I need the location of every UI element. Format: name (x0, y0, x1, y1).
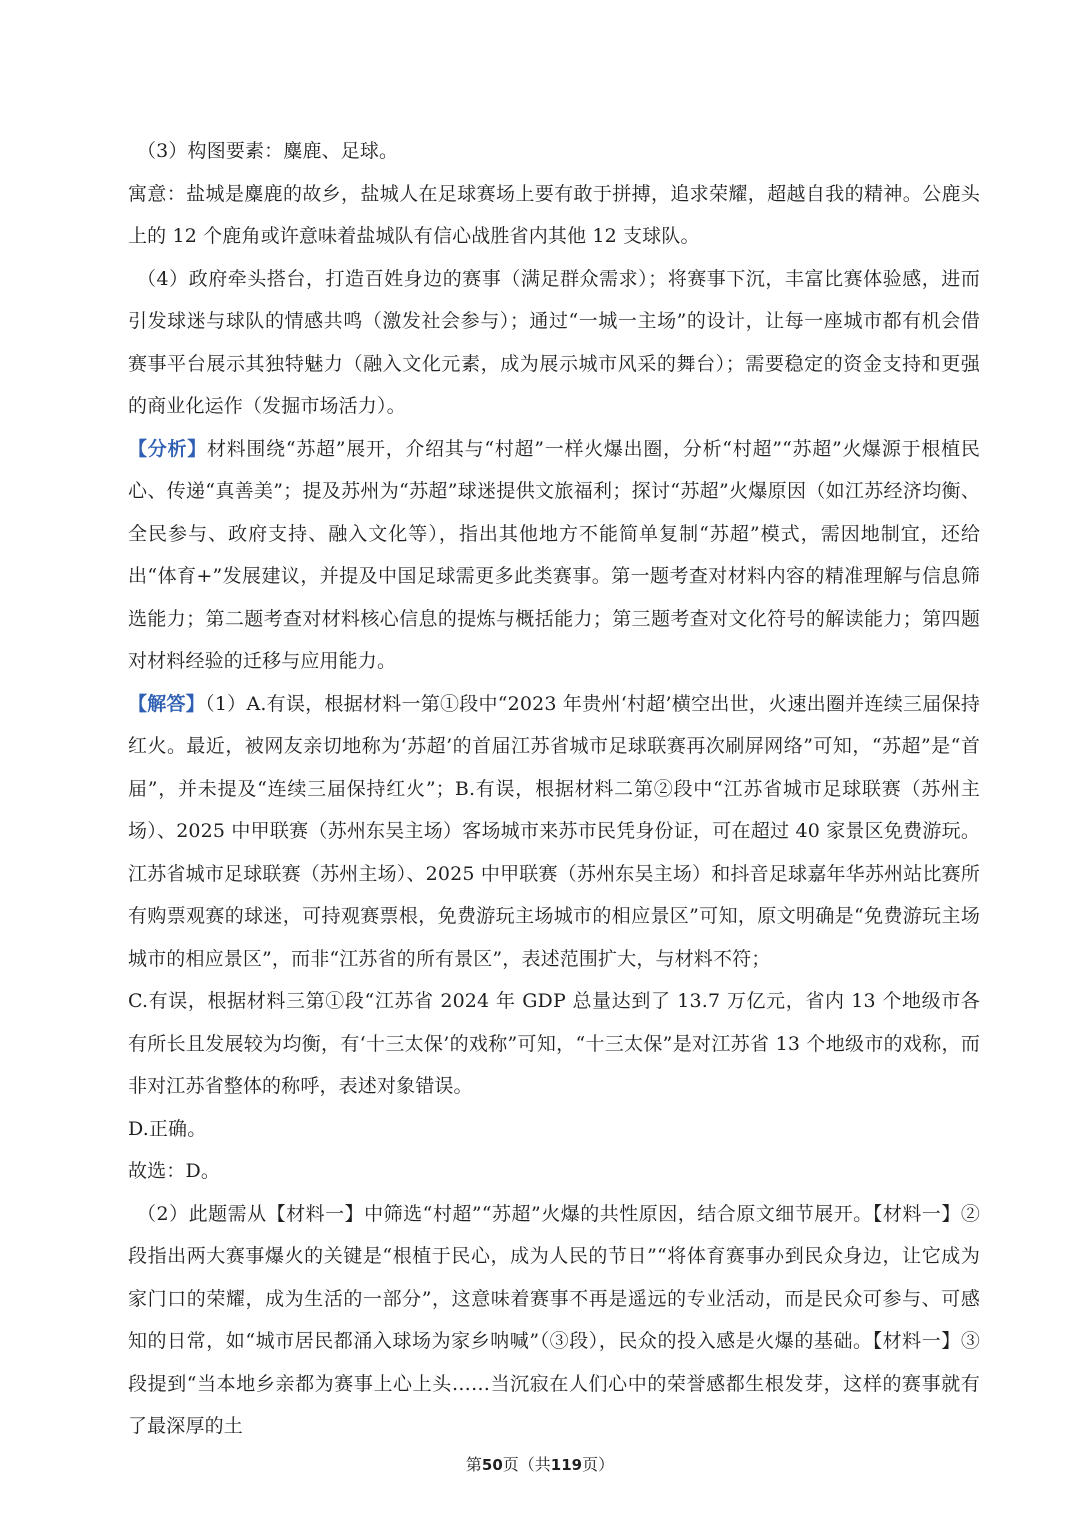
paragraph-q3-meaning: 寓意：盐城是麋鹿的故乡，盐城人在足球赛场上要有敢于拼搏，追求荣耀，超越自我的精神。公鹿头上的 12 个鹿角或许意味着盐城队有信心战胜省内其他 12 支球队。 (128, 182, 980, 247)
paragraph-q3-elements: （3）构图要素：麋鹿、足球。 (137, 140, 399, 162)
paragraph-q2-answer: （2）此题需从【材料一】中筛选“村超”“苏超”火爆的共性原因，结合原文细节展开。【材料一】②段指出两大赛事爆火的关键是“根植于民心，成为人民的节日”“将体育赛事办到民众身边，让它成为家门口的荣耀，成为生活的一部分”，这意味着赛事不再是遥远的专业活动，而是民众可参与、可感知的日常，如“城市居民都涌入球场为家乡呐喊”（③段），民众的投入感是火爆的基础。【材料一】③段提到“当本地乡亲都为赛事上心上头……当沉寂在人们心中的荣誉感都生根发芽，这样的赛事就有了最深厚的土 (128, 1202, 980, 1437)
analysis-text: 材料围绕“苏超”展开，介绍其与“村超”一样火爆出圈，分析“村超”“苏超”火爆源于根植民心、传递“真善美”；提及苏州为“苏超”球迷提供文旅福利；探讨“苏超”火爆原因（如江苏经济均衡、全民参与、政府支持、融入文化等），指出其他地方不能简单复制“苏超”模式，需因地制宜，还给出“体育+”发展建议，并提及中国足球需更多此类赛事。第一题考查对材料内容的精准理解与信息筛选能力；第二题考查对材料核心信息的提炼与概括能力；第三题考查对文化符号的解读能力；第四题对材料经验的迁移与应用能力。 (128, 437, 980, 672)
footer-middle: 页（共 (502, 1455, 551, 1474)
footer-prefix: 第 (465, 1455, 482, 1474)
paragraph-solution (128, 683, 980, 981)
page-footer (0, 1452, 1080, 1475)
analysis-tag: 【分析】 (128, 437, 207, 460)
paragraph-analysis (128, 428, 980, 683)
solution-text: （1）A.有误，根据材料一第①段中“2023 年贵州‘村超’横空出世，火速出圈并连续三届保持红火。最近，被网友亲切地称为‘苏超’的首届江苏省城市足球联赛再次刷屏网络”可知，“苏超”是“首届”，并未提及“连续三届保持红火”；B.有误，根据材料二第②段中“江苏省城市足球联赛（苏州主场）、2025 中甲联赛（苏州东吴主场）客场城市来苏市民凭身份证，可在超过 40 家景区免费游玩。江苏省城市足球联赛（苏州主场）、2025 中甲联赛（苏州东吴主场）和抖音足球嘉年华苏州站比赛所有购票观赛的球迷，可持观赛票根，免费游玩主场城市的相应景区”可知，原文明确是“免费游玩主场城市的相应景区”，而非“江苏省的所有景区”，表述范围扩大，与材料不符； (128, 692, 980, 970)
document-body (128, 130, 980, 1448)
paragraph-option-d: D.正确。 (128, 1117, 207, 1140)
paragraph-choice: 故选：D。 (128, 1160, 220, 1182)
paragraph-q4-answer: （4）政府牵头搭台，打造百姓身边的赛事（满足群众需求）；将赛事下沉，丰富比赛体验感，进而引发球迷与球队的情感共鸣（激发社会参与）；通过“一城一主场”的设计，让每一座城市都有机会借赛事平台展示其独特魅力（融入文化元素，成为展示城市风采的舞台）；需要稳定的资金支持和更强的商业化运作（发掘市场活力）。 (128, 267, 980, 417)
paragraph-option-c: C.有误，根据材料三第①段“江苏省 2024 年 GDP 总量达到了 13.7 万亿元，省内 13 个地级市各有所长且发展较为均衡，有‘十三太保’的戏称”可知，“十三太保”是对江苏省 13 个地级市的戏称，而非对江苏省整体的称呼，表述对象错误。 (128, 990, 980, 1097)
solution-tag: 【解答】 (128, 692, 206, 715)
current-page-number: 50 (481, 1456, 503, 1474)
footer-suffix: 页） (582, 1455, 615, 1474)
total-page-number: 119 (550, 1456, 583, 1474)
